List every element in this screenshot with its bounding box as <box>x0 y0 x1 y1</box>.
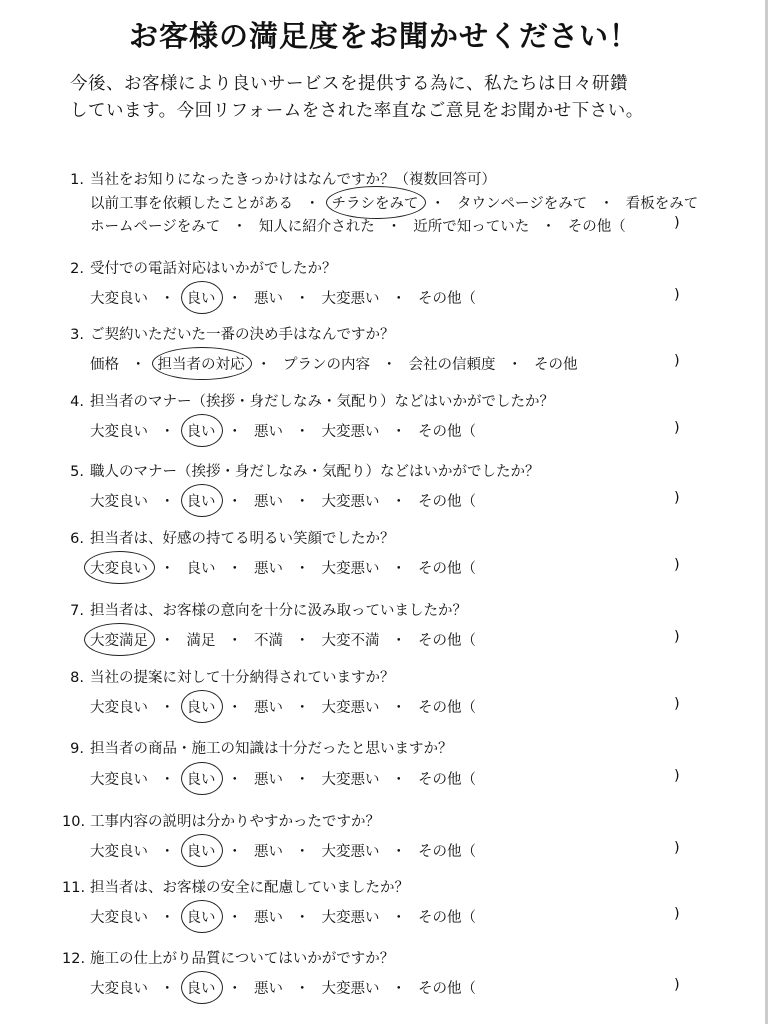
answer-option[interactable]: 不満 <box>254 633 283 649</box>
question-5 <box>62 460 540 481</box>
answer-option[interactable]: 看板をみて <box>625 196 699 212</box>
answer-option[interactable]: 大変悪い <box>321 981 380 997</box>
separator-dot: ・ <box>227 981 242 997</box>
question-1 <box>62 168 496 189</box>
separator-dot: ・ <box>295 844 310 860</box>
option-row <box>90 629 476 650</box>
question-3 <box>62 323 395 344</box>
separator-dot: ・ <box>382 357 397 373</box>
answer-option[interactable]: 以前工事を依頼したことがある <box>90 196 293 212</box>
answer-option[interactable]: 大変悪い <box>321 494 380 510</box>
answer-option-circled[interactable]: 大変満足 <box>90 629 148 650</box>
option-row <box>90 353 578 374</box>
separator-dot: ・ <box>391 981 406 997</box>
question-text: 工事内容の説明は分かりやすかったですか？ <box>90 814 380 830</box>
separator-dot: ・ <box>386 219 402 235</box>
separator-dot: ・ <box>160 291 175 307</box>
question-number: 2. <box>70 261 84 277</box>
answer-option-circled[interactable]: 担当者の対応 <box>158 353 245 374</box>
closing-paren: ) <box>674 840 680 856</box>
separator-dot: ・ <box>160 561 175 577</box>
answer-option[interactable]: 大変悪い <box>321 700 380 716</box>
question-number: 8. <box>70 670 84 686</box>
separator-dot: ・ <box>227 424 242 440</box>
closing-paren: ) <box>674 215 680 231</box>
answer-option[interactable]: 大変悪い <box>321 561 380 577</box>
answer-option[interactable]: 大変悪い <box>321 910 380 926</box>
answer-option[interactable]: 大変良い <box>90 494 148 510</box>
answer-option[interactable]: 大変不満 <box>321 633 380 649</box>
answer-option[interactable]: 悪い <box>254 291 283 307</box>
answer-option[interactable]: ホームページをみて <box>90 219 221 235</box>
question-number: 7. <box>70 603 84 619</box>
answer-option[interactable]: 悪い <box>254 700 283 716</box>
separator-dot: ・ <box>227 910 242 926</box>
question-6 <box>62 527 395 548</box>
question-text: 担当者のマナー（挨拶・身だしなみ・気配り）などはいかがでしたか？ <box>90 394 554 410</box>
question-text: 受付での電話対応はいかがでしたか？ <box>90 261 337 277</box>
answer-option-circled[interactable]: 良い <box>187 287 216 308</box>
option-row <box>90 192 698 213</box>
answer-option[interactable]: 悪い <box>254 772 283 788</box>
separator-dot: ・ <box>295 291 310 307</box>
separator-dot: ・ <box>227 844 242 860</box>
answer-option[interactable]: その他（ <box>418 291 476 307</box>
answer-option[interactable]: その他（ <box>418 844 476 860</box>
separator-dot: ・ <box>295 494 310 510</box>
separator-dot: ・ <box>541 219 556 235</box>
separator-dot: ・ <box>160 844 175 860</box>
separator-dot: ・ <box>391 291 406 307</box>
answer-option[interactable]: 悪い <box>254 910 283 926</box>
separator-dot: ・ <box>227 700 242 716</box>
answer-option[interactable]: 満足 <box>186 633 216 649</box>
separator-dot: ・ <box>295 910 310 926</box>
answer-option[interactable]: その他（ <box>567 219 626 235</box>
option-row <box>90 557 476 578</box>
page-title: お客様の満足度をお聞かせください！ <box>128 19 639 53</box>
answer-option[interactable]: 大変良い <box>90 291 148 307</box>
separator-dot: ・ <box>160 981 175 997</box>
question-7 <box>62 599 467 620</box>
separator-dot: ・ <box>160 494 175 510</box>
closing-paren: ) <box>674 906 680 922</box>
answer-option[interactable]: 知人に紹介された <box>258 219 375 235</box>
separator-dot: ・ <box>391 910 406 926</box>
closing-paren: ) <box>674 629 680 645</box>
answer-option[interactable]: 大変良い <box>90 424 148 440</box>
answer-option-circled[interactable]: チラシをみて <box>332 192 419 213</box>
answer-option[interactable]: 会社の信頼度 <box>408 357 496 373</box>
answer-option-circled[interactable]: 良い <box>187 977 216 998</box>
question-text: 担当者は、好感の持てる明るい笑顔でしたか？ <box>90 531 395 547</box>
answer-option[interactable]: 大変悪い <box>321 844 380 860</box>
answer-option-circled[interactable]: 良い <box>187 420 216 441</box>
separator-dot: ・ <box>160 700 175 716</box>
question-text: 担当者は、お客様の意向を十分に汲み取っていましたか？ <box>90 603 467 619</box>
option-row <box>90 906 476 927</box>
separator-dot: ・ <box>295 561 310 577</box>
answer-option[interactable]: 価格 <box>90 357 119 373</box>
option-row <box>90 215 626 236</box>
answer-option[interactable]: 近所で知っていた <box>413 219 530 235</box>
question-number: 4. <box>70 394 84 410</box>
answer-option-circled[interactable]: 良い <box>187 768 216 789</box>
separator-dot: ・ <box>391 424 406 440</box>
separator-dot: ・ <box>227 633 242 649</box>
question-text: 当社をお知りになったきっかけはなんですか？（複数回答可） <box>90 172 496 188</box>
option-row <box>90 977 476 998</box>
answer-option[interactable]: 大変良い <box>90 981 148 997</box>
separator-dot: ・ <box>507 357 522 373</box>
separator-dot: ・ <box>391 772 406 788</box>
question-number: 9. <box>70 741 84 757</box>
question-number: 11. <box>62 880 86 896</box>
closing-paren: ) <box>674 353 680 369</box>
question-text: ご契約いただいた一番の決め手はなんですか？ <box>90 327 395 343</box>
option-row <box>90 696 476 717</box>
answer-option-circled[interactable]: 良い <box>187 906 216 927</box>
answer-option[interactable]: その他（ <box>418 910 476 926</box>
question-number: 10. <box>62 814 86 830</box>
answer-option[interactable]: タウンページをみて <box>457 196 588 212</box>
closing-paren: ) <box>674 420 680 436</box>
question-number: 5. <box>70 464 84 480</box>
answer-option[interactable]: 大変悪い <box>321 772 380 788</box>
answer-option[interactable]: 悪い <box>254 561 283 577</box>
answer-option[interactable]: その他（ <box>418 772 476 788</box>
separator-dot: ・ <box>227 561 242 577</box>
separator-dot: ・ <box>232 219 247 235</box>
answer-option[interactable]: 悪い <box>254 424 283 440</box>
answer-option-circled[interactable]: 良い <box>187 696 216 717</box>
closing-paren: ) <box>674 768 680 784</box>
question-12 <box>62 947 394 968</box>
question-text: 施工の仕上がり品質についてはいかがですか？ <box>90 951 395 967</box>
answer-option[interactable]: 大変良い <box>90 700 148 716</box>
closing-paren: ) <box>674 977 680 993</box>
question-11 <box>62 876 409 897</box>
separator-dot: ・ <box>160 424 175 440</box>
answer-option[interactable]: 大変良い <box>90 910 148 926</box>
question-number: 3. <box>70 327 84 343</box>
answer-option[interactable]: その他（ <box>418 700 476 716</box>
answer-option[interactable]: 大変悪い <box>321 424 380 440</box>
question-9 <box>62 737 453 758</box>
separator-dot: ・ <box>131 357 146 373</box>
separator-dot: ・ <box>391 844 406 860</box>
separator-dot: ・ <box>227 494 242 510</box>
separator-dot: ・ <box>160 772 175 788</box>
answer-option[interactable]: 良い <box>186 561 216 577</box>
answer-option[interactable]: 悪い <box>254 844 283 860</box>
separator-dot: ・ <box>391 633 406 649</box>
option-row <box>90 420 476 441</box>
answer-option[interactable]: その他（ <box>418 981 476 997</box>
separator-dot: ・ <box>227 291 242 307</box>
question-number: 12. <box>62 951 86 967</box>
answer-option[interactable]: その他（ <box>418 424 476 440</box>
option-row <box>90 768 476 789</box>
separator-dot: ・ <box>295 981 310 997</box>
answer-option[interactable]: 悪い <box>254 494 283 510</box>
option-row <box>90 490 476 511</box>
answer-option[interactable]: 大変良い <box>90 772 148 788</box>
question-text: 担当者は、お客様の安全に配慮していましたか？ <box>90 880 409 896</box>
question-2 <box>62 257 337 278</box>
answer-option[interactable]: その他（ <box>418 561 476 577</box>
separator-dot: ・ <box>305 196 320 212</box>
answer-option[interactable]: 大変悪い <box>321 291 380 307</box>
question-text: 担当者の商品・施工の知識は十分だったと思いますか？ <box>90 741 453 757</box>
answer-option[interactable]: 悪い <box>254 981 283 997</box>
answer-option-circled[interactable]: 良い <box>187 840 216 861</box>
intro-line-1: 今後、お客様により良いサービスを提供する為に、私たちは日々研鑽 <box>70 74 628 94</box>
answer-option[interactable]: 大変良い <box>90 844 148 860</box>
intro-line-2: しています。今回リフォームをされた率直なご意見をお聞かせ下さい。 <box>70 101 644 121</box>
answer-option[interactable]: その他（ <box>418 494 476 510</box>
separator-dot: ・ <box>599 196 614 212</box>
separator-dot: ・ <box>227 772 242 788</box>
separator-dot: ・ <box>430 196 445 212</box>
separator-dot: ・ <box>160 910 175 926</box>
question-8 <box>62 666 395 687</box>
answer-option[interactable]: その他 <box>534 357 578 373</box>
closing-paren: ) <box>674 490 680 506</box>
question-text: 当社の提案に対して十分納得されていますか？ <box>90 670 395 686</box>
separator-dot: ・ <box>256 357 271 373</box>
closing-paren: ) <box>674 557 680 573</box>
option-row <box>90 840 476 861</box>
answer-option-circled[interactable]: 良い <box>187 490 216 511</box>
answer-option-circled[interactable]: 大変良い <box>90 557 148 578</box>
separator-dot: ・ <box>295 424 310 440</box>
question-text: 職人のマナー（挨拶・身だしなみ・気配り）などはいかがでしたか？ <box>90 464 540 480</box>
closing-paren: ) <box>674 696 680 712</box>
option-row <box>90 287 476 308</box>
separator-dot: ・ <box>295 700 310 716</box>
question-10 <box>62 810 380 831</box>
separator-dot: ・ <box>295 633 310 649</box>
question-4 <box>62 390 554 411</box>
separator-dot: ・ <box>295 772 310 788</box>
separator-dot: ・ <box>391 494 406 510</box>
separator-dot: ・ <box>160 633 175 649</box>
answer-option[interactable]: プランの内容 <box>283 357 370 373</box>
separator-dot: ・ <box>391 700 406 716</box>
answer-option[interactable]: その他（ <box>418 633 476 649</box>
separator-dot: ・ <box>391 561 406 577</box>
closing-paren: ) <box>674 287 680 303</box>
question-number: 6. <box>70 531 84 547</box>
question-number: 1. <box>70 172 84 188</box>
